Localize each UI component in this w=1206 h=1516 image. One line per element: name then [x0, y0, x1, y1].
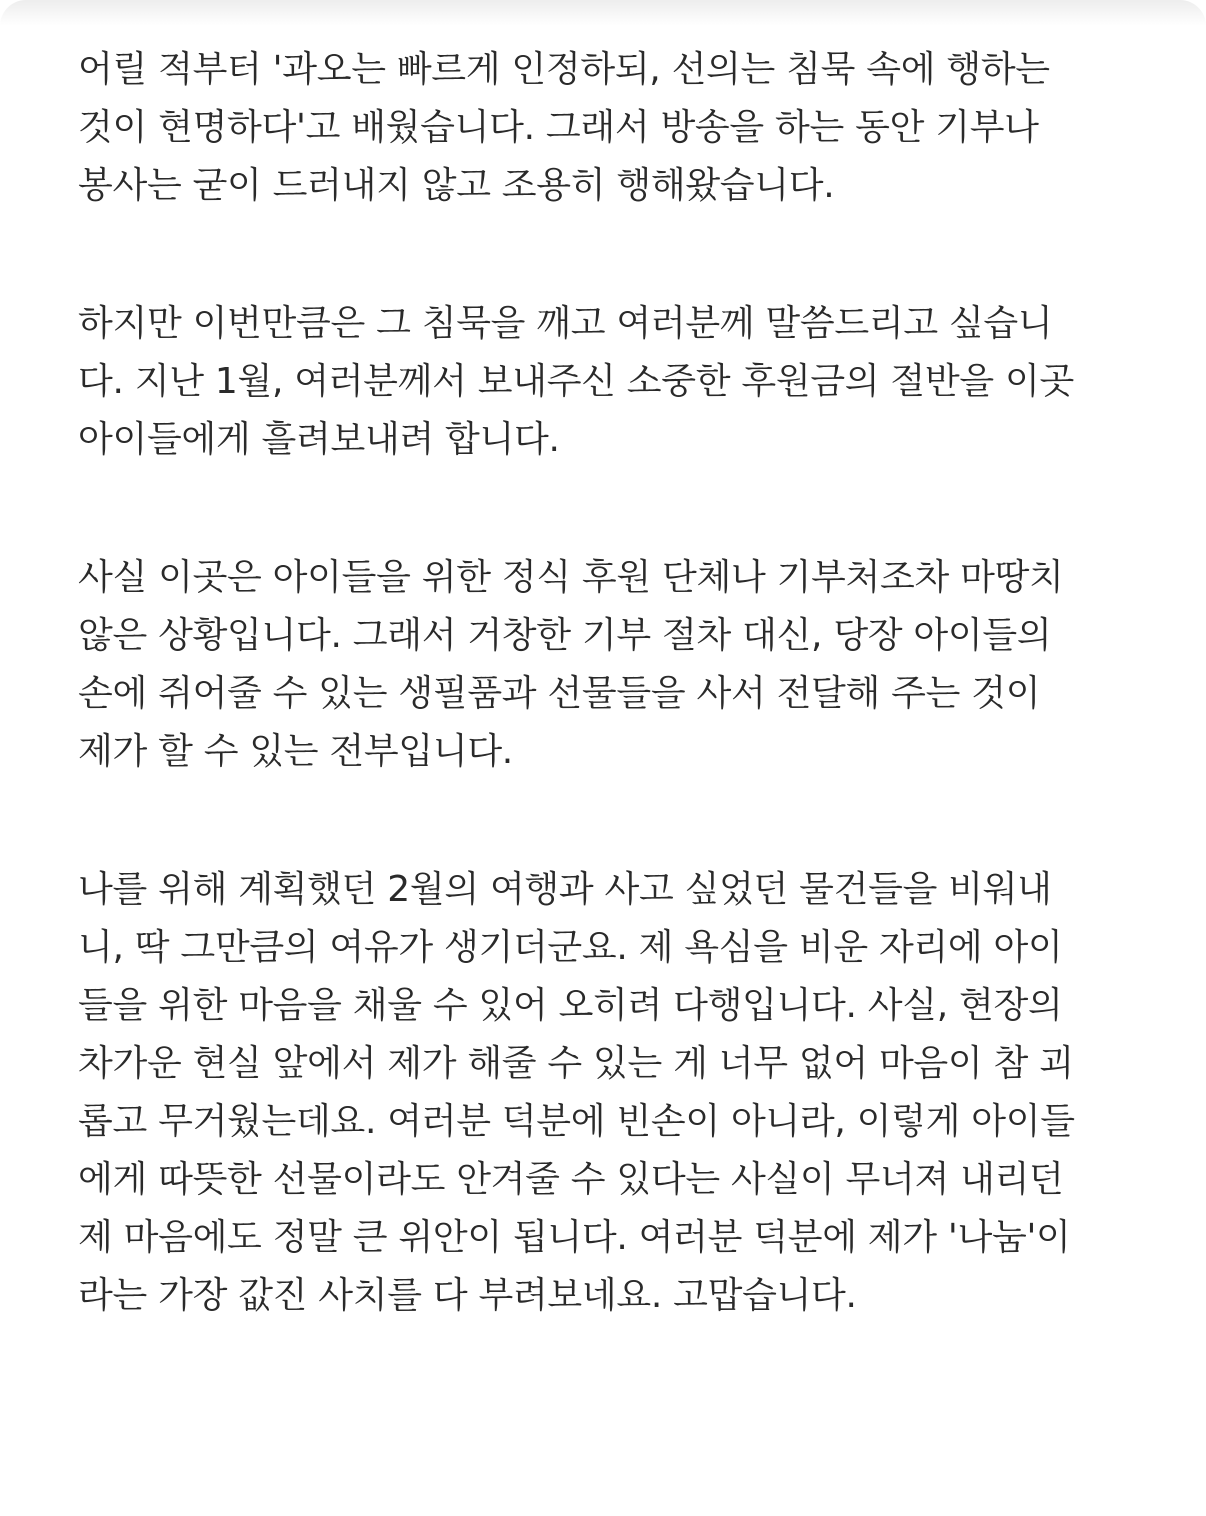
paragraph-4: [78, 861, 1138, 1325]
text-line: 않은 상황입니다. 그래서 거창한 기부 절차 대신, 당장 아이들의: [78, 615, 1052, 656]
text-line: 라는 가장 값진 사치를 다 부려보네요. 고맙습니다.: [78, 1275, 857, 1316]
text-line: 에게 따뜻한 선물이라도 안겨줄 수 있다는 사실이 무너져 내리던: [78, 1159, 1064, 1200]
text-line: 롭고 무거웠는데요. 여러분 덕분에 빈손이 아니라, 이렇게 아이들: [78, 1101, 1075, 1142]
text-line: 봉사는 굳이 드러내지 않고 조용히 행해왔습니다.: [78, 165, 835, 206]
text-line: 하지만 이번만큼은 그 침묵을 깨고 여러분께 말씀드리고 싶습니: [78, 303, 1053, 344]
text-line: 다. 지난 1월, 여러분께서 보내주신 소중한 후원금의 절반을 이곳: [78, 361, 1074, 402]
text-line: 아이들에게 흘려보내려 합니다.: [78, 419, 560, 460]
text-line: 어릴 적부터 '과오는 빠르게 인정하되, 선의는 침묵 속에 행하는: [78, 49, 1050, 90]
text-line: 차가운 현실 앞에서 제가 해줄 수 있는 게 너무 없어 마음이 참 괴: [78, 1043, 1074, 1084]
text-line: 들을 위한 마음을 채울 수 있어 오히려 다행입니다. 사실, 현장의: [78, 985, 1063, 1026]
text-line: 나를 위해 계획했던 2월의 여행과 사고 싶었던 물건들을 비워내: [78, 869, 1052, 910]
text-line: 사실 이곳은 아이들을 위한 정식 후원 단체나 기부처조차 마땅치: [78, 557, 1064, 598]
text-line: 제가 할 수 있는 전부입니다.: [78, 731, 513, 772]
article-body: [78, 41, 1138, 1325]
paragraph-2: [78, 295, 1138, 469]
text-line: 것이 현명하다'고 배웠습니다. 그래서 방송을 하는 동안 기부나: [78, 107, 1039, 148]
paragraph-3: [78, 549, 1138, 781]
top-sheet-shadow: [0, 0, 1206, 26]
text-line: 니, 딱 그만큼의 여유가 생기더군요. 제 욕심을 비운 자리에 아이: [78, 927, 1063, 968]
text-line: 제 마음에도 정말 큰 위안이 됩니다. 여러분 덕분에 제가 '나눔'이: [78, 1217, 1071, 1258]
paragraph-1: [78, 41, 1138, 215]
text-line: 손에 쥐어줄 수 있는 생필품과 선물들을 사서 전달해 주는 것이: [78, 673, 1041, 714]
